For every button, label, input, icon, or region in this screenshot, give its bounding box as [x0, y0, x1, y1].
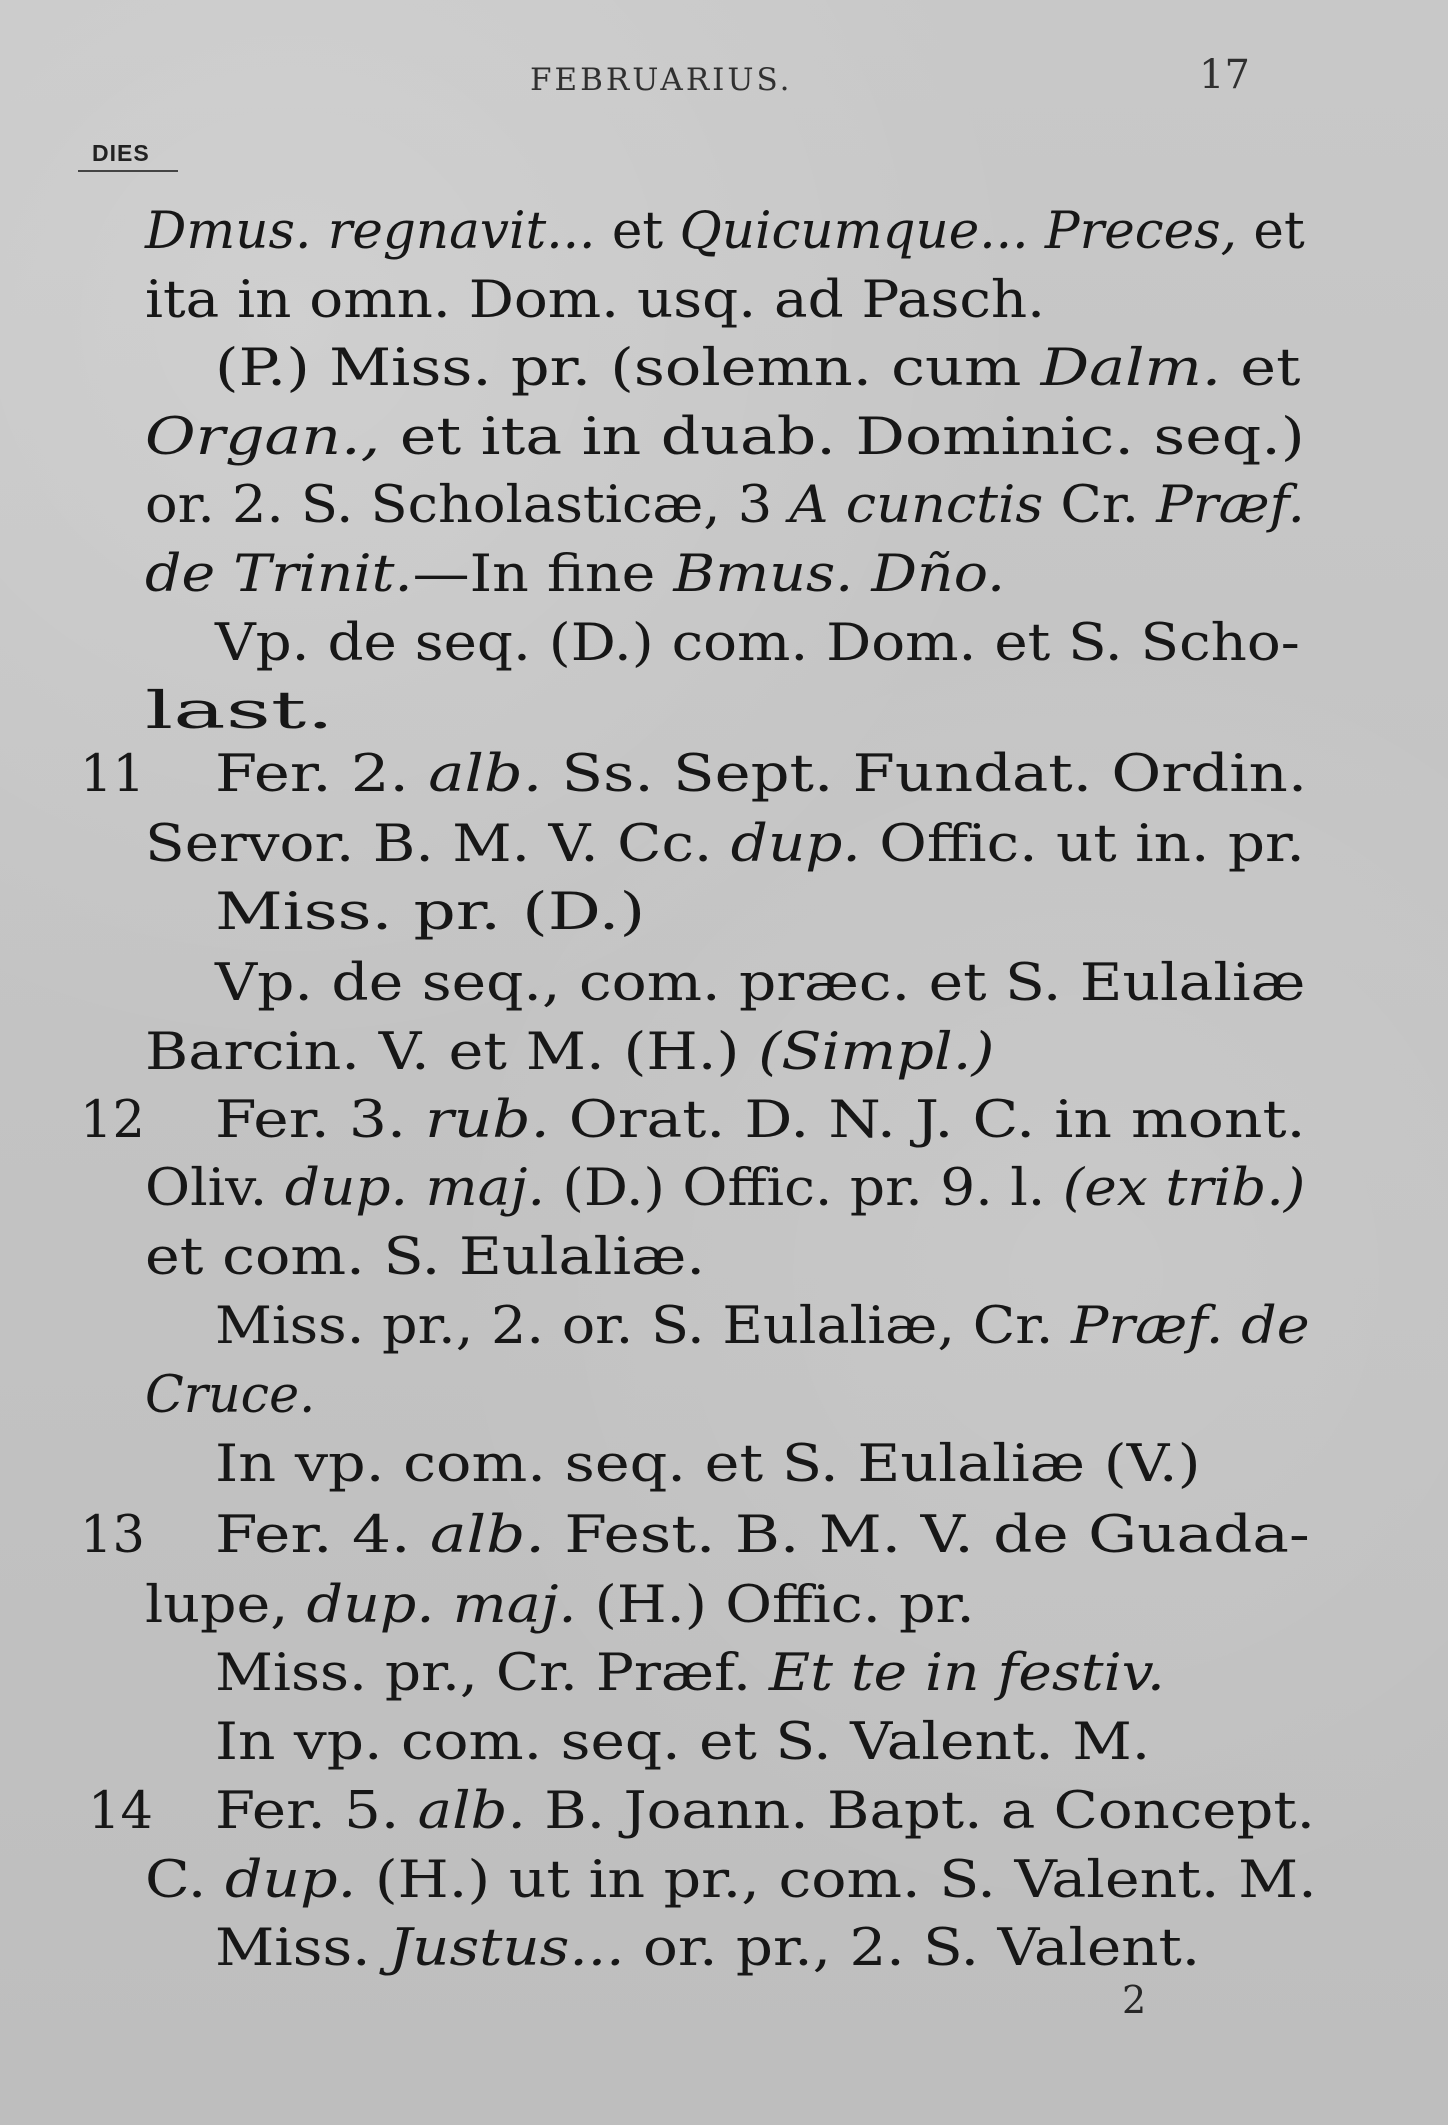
text-segment: In vp. com. seq. et S. Valent. M. — [215, 1713, 1151, 1772]
text-segment: (P.) Miss. pr. (solemn. cum — [215, 339, 1041, 398]
italic-text-segment: Dmus. regnavit... — [145, 202, 596, 261]
italic-text-segment: alb. — [417, 1782, 526, 1841]
text-segment: Offic. ut in. pr. — [860, 815, 1305, 874]
italic-text-segment: Et te in festiv. — [768, 1644, 1165, 1703]
text-line — [215, 949, 1305, 1019]
italic-text-segment: dup. maj. — [306, 1576, 577, 1635]
text-segment: Ss. Sept. Fundat. Ordin. — [542, 745, 1308, 804]
text-line — [145, 1846, 1317, 1916]
italic-text-segment: rub. — [425, 1091, 550, 1150]
italic-text-segment: Præf. — [1156, 476, 1305, 535]
day-number-13: 13 — [80, 1506, 145, 1565]
italic-text-segment: (Simpl.) — [758, 1023, 995, 1082]
text-segment: Miss. pr., 2. or. S. Eulaliæ, Cr. — [215, 1297, 1072, 1356]
text-segment: Fest. B. M. V. de Guada- — [544, 1506, 1310, 1565]
text-line — [145, 1361, 315, 1431]
text-segment: Oliv. — [145, 1159, 285, 1218]
text-line — [145, 197, 1305, 267]
italic-text-segment: Quicumque... Preces, — [679, 202, 1238, 261]
text-segment: Fer. 5. — [215, 1782, 418, 1841]
text-line — [215, 1430, 1201, 1500]
text-segment: Miss. pr., Cr. Præf. — [215, 1644, 769, 1703]
text-line — [215, 334, 1300, 404]
text-segment: In vp. com. seq. et S. Eulaliæ (V.) — [215, 1435, 1201, 1494]
text-segment: C. — [145, 1851, 225, 1910]
italic-text-segment: alb. — [429, 1506, 545, 1565]
text-line — [145, 810, 1305, 880]
text-segment: Orat. D. N. J. C. in mont. — [549, 1091, 1306, 1150]
italic-text-segment: de Trinit. — [145, 545, 413, 604]
text-line — [215, 1501, 1310, 1571]
italic-text-segment: Cruce. — [145, 1366, 316, 1425]
text-segment: (H.) ut in pr., com. S. Valent. M. — [356, 1851, 1317, 1910]
text-segment: Vp. de seq. (D.) com. Dom. et S. Scho- — [215, 614, 1300, 673]
signature-mark: 2 — [1122, 1978, 1147, 2022]
text-line — [145, 1154, 1305, 1224]
italic-text-segment: Bmus. Dño. — [673, 545, 1006, 604]
italic-text-segment: Organ., — [145, 408, 381, 467]
text-line — [145, 540, 1005, 610]
dies-underline — [78, 170, 178, 172]
text-line — [215, 878, 645, 948]
text-segment: et ita in duab. Dominic. seq.) — [380, 408, 1305, 467]
text-line — [215, 1292, 1310, 1362]
italic-text-segment: dup. maj. — [284, 1159, 545, 1218]
text-segment: or. pr., 2. S. Valent. — [624, 1919, 1201, 1978]
text-segment: Fer. 3. — [215, 1091, 426, 1150]
text-line — [145, 1571, 975, 1641]
text-segment: Fer. 2. — [215, 745, 429, 804]
text-segment: et — [595, 202, 680, 261]
day-number-11: 11 — [80, 745, 145, 804]
text-segment: et — [1221, 339, 1301, 398]
text-line — [145, 1018, 994, 1088]
text-line — [145, 403, 1305, 473]
text-segment: last. — [145, 682, 335, 741]
italic-text-segment: dup. — [730, 815, 861, 874]
text-segment: or. 2. S. Scholasticæ, 3 — [145, 476, 790, 535]
text-segment: Fer. 4. — [215, 1506, 430, 1565]
text-segment: ita in omn. Dom. usq. ad Pasch. — [145, 271, 1046, 330]
text-line — [145, 471, 1305, 541]
text-line — [215, 1639, 1165, 1709]
italic-text-segment: (ex trib.) — [1062, 1159, 1306, 1218]
text-segment: Vp. de seq., com. præc. et S. Eulaliæ — [215, 954, 1306, 1013]
text-segment: et com. S. Eulaliæ. — [145, 1228, 706, 1287]
italic-text-segment: dup. — [224, 1851, 357, 1910]
text-segment: et — [1237, 202, 1305, 261]
running-head: FEBRUARIUS. — [530, 62, 793, 98]
text-segment: Miss. — [215, 1919, 389, 1978]
text-segment: Miss. pr. (D.) — [215, 883, 646, 942]
text-segment: B. Joann. Bapt. a Concept. — [525, 1782, 1315, 1841]
text-segment: (H.) Offic. pr. — [576, 1576, 975, 1635]
text-segment: —In fine — [412, 545, 674, 604]
text-line — [145, 1223, 705, 1293]
text-line — [215, 1086, 1306, 1156]
italic-text-segment: A cunctis — [789, 476, 1044, 535]
text-line — [215, 609, 1300, 679]
text-segment: (D.) Offic. pr. 9. l. — [544, 1159, 1063, 1218]
italic-text-segment: Justus... — [388, 1919, 625, 1978]
text-line — [215, 1708, 1150, 1778]
text-line — [145, 266, 1045, 336]
text-segment: Servor. B. M. V. Cc. — [145, 815, 731, 874]
day-number-12: 12 — [80, 1091, 145, 1150]
text-segment: lupe, — [145, 1576, 307, 1635]
text-line — [215, 740, 1307, 810]
page-number: 17 — [1199, 52, 1250, 98]
text-segment: Cr. — [1043, 476, 1157, 535]
text-segment: Barcin. V. et M. (H.) — [145, 1023, 759, 1082]
day-number-14: 14 — [88, 1782, 153, 1841]
dies-label: DIES — [92, 140, 150, 166]
text-line — [215, 1777, 1315, 1847]
italic-text-segment: Præf. de — [1071, 1297, 1310, 1356]
italic-text-segment: Dalm. — [1040, 339, 1222, 398]
text-line — [215, 1914, 1200, 1984]
italic-text-segment: alb. — [428, 745, 543, 804]
text-line — [145, 677, 334, 747]
